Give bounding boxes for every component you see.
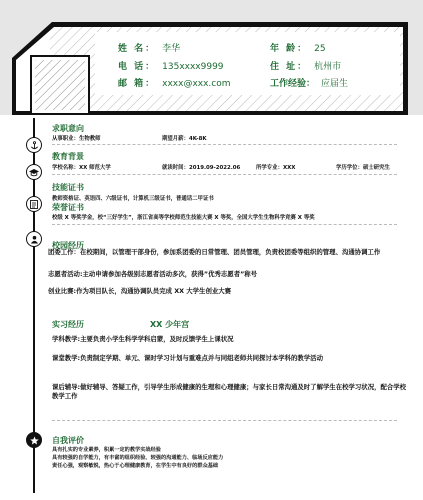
phone-field [118,59,224,72]
name-label: 姓 名： [118,44,157,54]
name-field [118,41,180,54]
skills-text: 教师资格证、英语四、六级证书，计算机三级证书，普通话二甲证书 [52,196,214,202]
internship-item-1: 学科教学:主要负责小学生科学学科启蒙，及时反馈学生上课状况 [52,335,234,343]
skills-title: 技能证书 [52,183,84,192]
internship-title: 实习经历 [52,320,84,329]
email-value: xxxx@xxx.com [162,79,231,89]
divider [52,144,397,145]
honors-text: 校级 X 等奖学金，校“三好学生”，浙江省高等学校师范生技能大赛 X 等奖，全国大学生生物科学竞赛 X 等奖 [52,215,315,221]
self-eval-line-2: 具有较强的自学能力，有丰富的组织经验、较强的沟通能力、临场反应能力 [52,455,224,461]
campus-title: 校园经历 [52,241,84,250]
education-degree: 学历学位：硕士研究生 [336,165,390,171]
self-eval-title: 自我评价 [52,436,84,445]
address-label: 住 址： [270,62,309,72]
campus-item-3: 创业比赛:作为项目队长，沟通协调队员完成 XX 大学生创业大赛 [48,287,232,295]
phone-label: 电 话： [118,62,157,72]
age-field [270,41,326,54]
email-label: 邮 箱： [118,79,157,89]
objective-title: 求职意向 [52,124,84,133]
education-title: 教育背景 [52,152,84,161]
anchor-icon [26,137,42,153]
email-field [118,76,231,89]
address-value: 杭州市 [314,62,342,72]
internship-item-2: 课堂教学:负责制定学期、单元、课时学习计划与重难点并与同组老师共同探讨本学科的教学活动 [52,354,323,362]
graduation-cap-icon [26,164,42,180]
profile-photo [30,55,90,115]
campus-item-1: 团委工作：在校期间，以管理干部身份，参加系团委的日常管理、团员管理，负责校团委等组织的管理、沟通协调工作 [48,248,381,256]
education-major: 所学专业：XXX [256,165,296,171]
honors-title: 荣誉证书 [52,203,84,212]
divider [52,224,397,225]
internship-item-3: 课后辅导:做好辅导、答疑工作，引导学生形成健康的生理和心理健康；与家长日常沟通及时了解学生在校学习状况，配合学校教学工作 [52,383,407,400]
divider [52,174,397,175]
name-value: 李华 [162,44,181,54]
experience-label: 工作经验： [270,79,316,89]
education-school: 学校名称：XX 师范大学 [52,165,111,171]
internship-school: XX 少年宫 [150,320,190,329]
self-eval-line-3: 责任心强，观察敏锐，热心于心理健康教育，在学生中有良好的群众基础 [52,463,219,469]
objective-position: 从事职业：生物教师 [52,136,101,142]
self-eval-line-1: 具有扎实的专业素养，积累一定的教学实战经验 [52,447,161,453]
certificate-icon [26,196,42,212]
age-value: 25 [314,44,326,54]
address-field [270,59,341,72]
star-icon [26,432,42,448]
phone-value: 135xxxx9999 [162,62,224,72]
divider [52,420,397,421]
person-icon [26,231,42,247]
education-period: 就读时间：2019.09-2022.06 [162,165,241,171]
campus-item-2: 志愿者活动:主动申请参加各级别志愿者活动多次，获得”优秀志愿者”称号 [48,270,258,278]
experience-value: 应届生 [321,79,349,89]
age-label: 年 龄： [270,44,309,54]
experience-field [270,76,348,89]
objective-salary: 期望月薪：4K-8K [162,136,207,142]
